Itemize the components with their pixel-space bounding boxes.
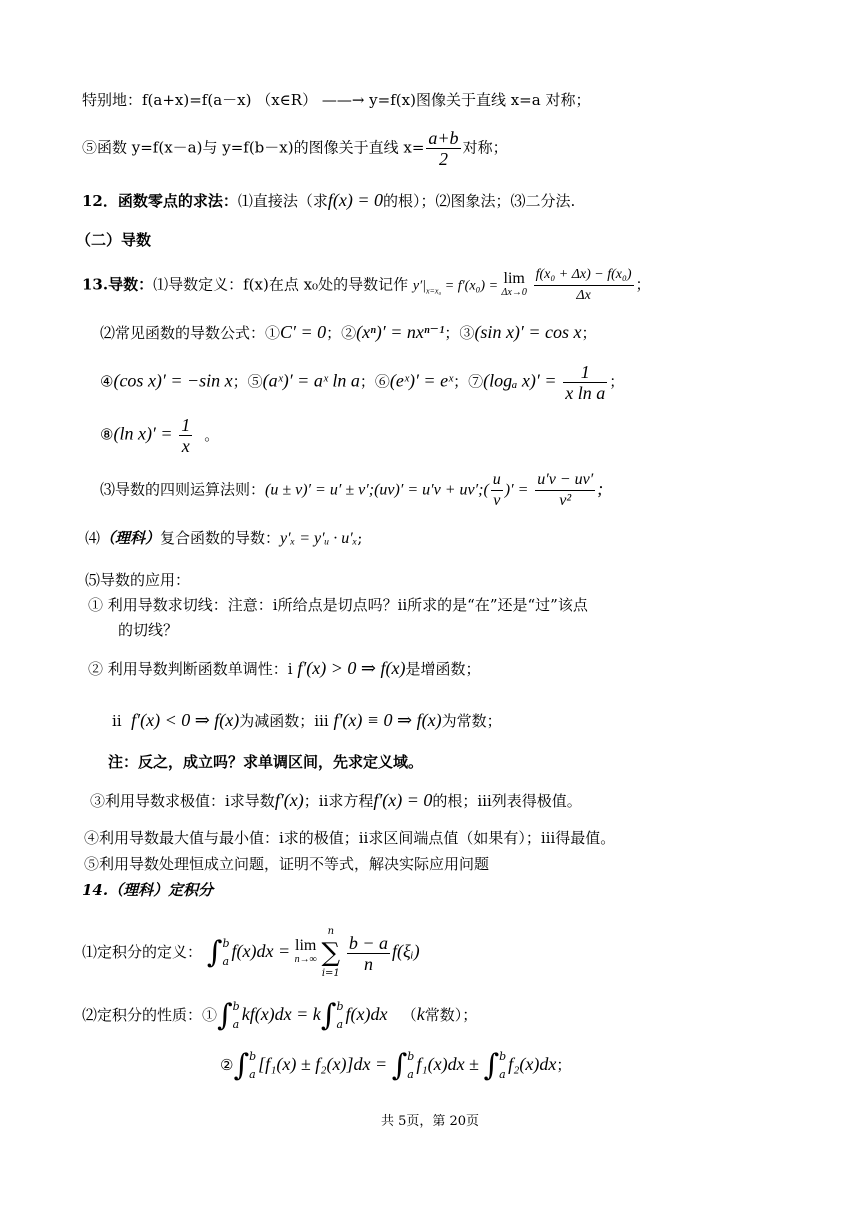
quotient-v: v xyxy=(493,492,501,509)
integral-limits-6 xyxy=(499,1048,506,1084)
increasing-formula: f′(x) > 0 ⇒ f(x) xyxy=(297,658,406,678)
sep-2: ；② xyxy=(326,324,357,342)
mark-2-circle: ② xyxy=(220,1056,234,1074)
common-derivatives-line-1 xyxy=(100,322,597,343)
limit-sub: Δx→0 xyxy=(501,286,527,298)
constant-note: 常数）； xyxy=(424,1006,478,1024)
property-1-rhs: f(x)dx xyxy=(345,1004,388,1024)
ln-frac-den: x xyxy=(181,436,190,456)
formula-7: (logₐ x)′ = xyxy=(483,370,557,391)
upper-limit: b xyxy=(222,937,230,950)
rules-formula-1: (u ± v)′ = u′ ± v′;(uv)′ = u′v + uv′;( xyxy=(265,481,489,499)
quotient-rule-fraction xyxy=(535,470,595,511)
lim-sub-n: n→∞ xyxy=(294,954,317,965)
integral-limits-5 xyxy=(407,1048,414,1084)
section-12-heading: 12．函数零点的求法： xyxy=(82,192,238,210)
integral-property-1 xyxy=(82,998,477,1034)
lim-word-n: lim xyxy=(295,937,317,954)
monotonicity-item xyxy=(88,658,481,679)
property-2-mid: f₁(x)dx ± xyxy=(416,1054,484,1074)
mark-7: ；⑦ xyxy=(453,372,484,391)
integral-definition-text: ⑴定积分的定义： xyxy=(82,943,203,961)
decreasing-formula: f′(x) < 0 ⇒ f(x) xyxy=(131,710,240,730)
monotonicity-cont xyxy=(112,710,502,731)
formula-5: (aˣ)′ = aˣ ln a xyxy=(262,370,360,391)
sum-bottom: i=1 xyxy=(321,968,340,979)
formula-2: (xⁿ)′ = nxⁿ⁻¹ xyxy=(356,322,445,342)
property-2-lhs: [f₁(x) ± f₂(x)]dx = xyxy=(258,1054,392,1074)
derivative-section-title: （二）导数 xyxy=(76,231,152,249)
integrand: f(x)dx = xyxy=(231,941,295,961)
log-frac-den: x ln a xyxy=(565,383,606,403)
ln-frac-num: 1 xyxy=(181,415,191,435)
constant-formula: f′(x) ≡ 0 ⇒ f(x) xyxy=(333,710,442,730)
lower-limit-6: a xyxy=(499,1068,506,1081)
formula-1: C′ = 0 xyxy=(280,322,327,342)
lower-limit-3: a xyxy=(336,1018,343,1031)
derivative-definition-text: ⑴导数定义：f(x)在点 x₀处的导数记作 xyxy=(153,275,409,294)
derivative-notation-sub: x=x₀ xyxy=(425,286,442,296)
integral-property-2 xyxy=(220,1048,571,1084)
chain-tail: ; xyxy=(357,529,363,547)
riemann-den: n xyxy=(363,953,373,974)
period-8: 。 xyxy=(204,425,220,444)
definition-tail: ； xyxy=(635,275,651,294)
integral-limits-3 xyxy=(336,998,343,1034)
difference-quotient xyxy=(534,265,634,306)
integral-limits xyxy=(222,935,229,971)
quotient-rule-num: u′v − uv′ xyxy=(535,470,595,491)
applications-text: ⑸导数的应用： xyxy=(85,571,191,589)
integral-sign-6: ∫ xyxy=(483,1048,500,1083)
constant-text: 为常数； xyxy=(441,712,502,730)
rules-formula-2: )′ = xyxy=(504,481,529,499)
formula-8: (ln x)′ = xyxy=(113,423,173,444)
formula-3: (sin x)′ = cos x xyxy=(474,322,582,342)
max-min-item xyxy=(84,828,615,848)
max-min-text: ④利用导数最大值与最小值：ⅰ求的极值；ⅱ求区间端点值（如果有）；ⅲ得最值。 xyxy=(84,829,616,847)
zero-point-math: f(x) = 0 xyxy=(327,190,384,210)
increasing-text: 是增函数； xyxy=(405,660,481,678)
derivative-equals: = f′(x₀) = xyxy=(441,278,502,294)
limit-word: lim xyxy=(503,269,525,287)
lower-limit-2: a xyxy=(232,1018,240,1031)
log-frac-num: 1 xyxy=(563,362,607,383)
integral-limits-2 xyxy=(233,998,240,1034)
formula-6: (eˣ)′ = eˣ xyxy=(389,370,454,391)
science-tag: （理科） xyxy=(100,529,161,547)
applications-heading xyxy=(85,570,190,590)
quotient-rule-den: v² xyxy=(559,492,572,509)
page-footer xyxy=(0,1112,860,1132)
difference-quotient-num: f(x₀ + Δx) − f(x₀) xyxy=(534,265,634,286)
integral-sign-5: ∫ xyxy=(391,1048,408,1083)
limit-operator-n xyxy=(295,939,317,967)
property-1-lhs: kf(x)dx = k xyxy=(241,1004,321,1024)
chain-rule-line xyxy=(85,528,362,549)
tangent-line-item-cont xyxy=(118,620,178,640)
derivative-section-heading xyxy=(76,230,151,250)
mark-5: ；⑤ xyxy=(232,372,263,391)
common-derivatives-line-2 xyxy=(100,362,624,403)
integral-sign-4: ∫ xyxy=(233,1048,250,1083)
upper-limit-5: b xyxy=(407,1050,415,1063)
ln-derivative-fraction xyxy=(179,415,192,456)
tangent-line-item xyxy=(88,595,588,615)
mark-8: ⑧ xyxy=(100,425,114,444)
upper-limit-2: b xyxy=(232,1000,240,1013)
lower-limit-5: a xyxy=(407,1068,414,1081)
roman-2: ⅱ xyxy=(112,712,122,730)
integral-limits-4 xyxy=(249,1048,256,1084)
sep-4: ； xyxy=(581,324,597,342)
symmetry-line xyxy=(82,128,508,169)
symmetry-fraction-num: a+b xyxy=(428,128,459,148)
riemann-num: b − a xyxy=(348,932,389,953)
chain-rule-formula: y′ₓ = y′ᵤ · u′ₓ xyxy=(280,530,358,547)
integral-property-text: ⑵定积分的性质：① xyxy=(82,1006,218,1024)
tangent-text: ① 利用导数求切线：注意：ⅰ所给点是切点吗？ⅱ所求的是“在”还是“过”该点 xyxy=(88,596,588,614)
common-derivatives-text: ⑵常见函数的导数公式：① xyxy=(100,324,281,342)
lower-limit: a xyxy=(222,955,229,968)
inequality-item xyxy=(84,854,489,874)
symmetry-text: ⑤函数 y=f(x－a)与 y=f(b－x)的图像关于直线 x= xyxy=(82,138,425,157)
page-number: 共 5页，第 20页 xyxy=(380,1114,480,1129)
extremum-item xyxy=(90,790,582,811)
symmetry-fraction xyxy=(426,128,460,169)
log-derivative-fraction xyxy=(563,362,607,403)
extremum-formula-2: f′(x) = 0 xyxy=(373,790,433,810)
derivative-notation: y′| xyxy=(412,278,426,294)
paren-open: （ xyxy=(401,1006,417,1024)
k-symbol: k xyxy=(416,1004,425,1024)
sum-top: n xyxy=(327,926,335,937)
sigma-glyph: ∑ xyxy=(321,938,341,968)
limit-operator xyxy=(501,269,527,300)
common-derivatives-line-3 xyxy=(100,415,219,456)
inequality-text: ⑤利用导数处理恒成立问题，证明不等式，解决实际应用问题 xyxy=(84,855,490,873)
symmetry-tail: 对称； xyxy=(462,138,508,157)
property-2-tail: ； xyxy=(556,1056,572,1074)
integral-sign-3: ∫ xyxy=(320,998,337,1033)
decreasing-text: 为减函数；ⅲ xyxy=(239,712,329,730)
riemann-fraction xyxy=(347,933,390,974)
symmetry-fraction-den: 2 xyxy=(438,149,448,169)
chain-rule-text: 复合函数的导数： xyxy=(160,529,281,547)
note-text: 注：反之，成立吗？求单调区间，先求定义域。 xyxy=(108,753,424,771)
riemann-term: f(ξᵢ) xyxy=(392,941,420,961)
mark-4-paren: ⑷ xyxy=(85,529,101,547)
mark-4: ④ xyxy=(100,372,114,391)
arithmetic-rules-text: ⑶导数的四则运算法则： xyxy=(100,480,266,499)
integral-definition-line xyxy=(82,925,420,981)
lower-limit-4: a xyxy=(249,1068,256,1081)
upper-limit-4: b xyxy=(249,1050,257,1063)
extremum-text-2: ；ⅱ求方程 xyxy=(303,792,374,810)
special-case-line xyxy=(82,90,590,110)
zero-point-line xyxy=(82,190,575,211)
section-14-heading xyxy=(82,880,213,900)
definite-integral-title: 14.（理科）定积分 xyxy=(82,881,214,899)
integral-sign-2: ∫ xyxy=(217,998,233,1033)
derivative-definition-line xyxy=(82,265,651,306)
special-case-text: 特别地：f(a+x)=f(a－x) （x∈R） ——→ y=f(x)图像关于直线 x=a 对称； xyxy=(82,91,591,109)
extremum-text: ③利用导数求极值：ⅰ求导数 xyxy=(90,792,275,810)
mark-6: ；⑥ xyxy=(359,372,390,391)
integral-sign: ∫ xyxy=(206,935,223,970)
quotient-uv xyxy=(491,470,503,511)
arithmetic-rules-line xyxy=(100,470,603,511)
monotonicity-text: ② 利用导数判断函数单调性：ⅰ xyxy=(88,660,293,678)
sep-3: ；③ xyxy=(444,324,475,342)
extremum-text-3: 的根；ⅲ列表得极值。 xyxy=(432,792,582,810)
property-2-rhs: f₂(x)dx xyxy=(508,1054,557,1074)
quotient-u: u xyxy=(491,470,503,491)
upper-limit-6: b xyxy=(499,1050,507,1063)
sep-7: ； xyxy=(609,372,625,391)
zero-point-text: ⑴直接法（求 xyxy=(237,192,328,210)
rules-tail: ; xyxy=(597,478,604,499)
extremum-formula-1: f′(x) xyxy=(274,790,304,810)
zero-point-tail: 的根）；⑵图象法；⑶二分法. xyxy=(383,192,576,210)
note-line xyxy=(108,752,423,772)
formula-4: (cos x)′ = −sin x xyxy=(113,370,233,391)
difference-quotient-den: Δx xyxy=(576,288,591,303)
upper-limit-3: b xyxy=(336,1000,344,1013)
tangent-text-cont: 的切线？ xyxy=(118,621,179,639)
section-13-heading: 13.导数： xyxy=(82,275,154,294)
summation-sign xyxy=(322,925,341,981)
